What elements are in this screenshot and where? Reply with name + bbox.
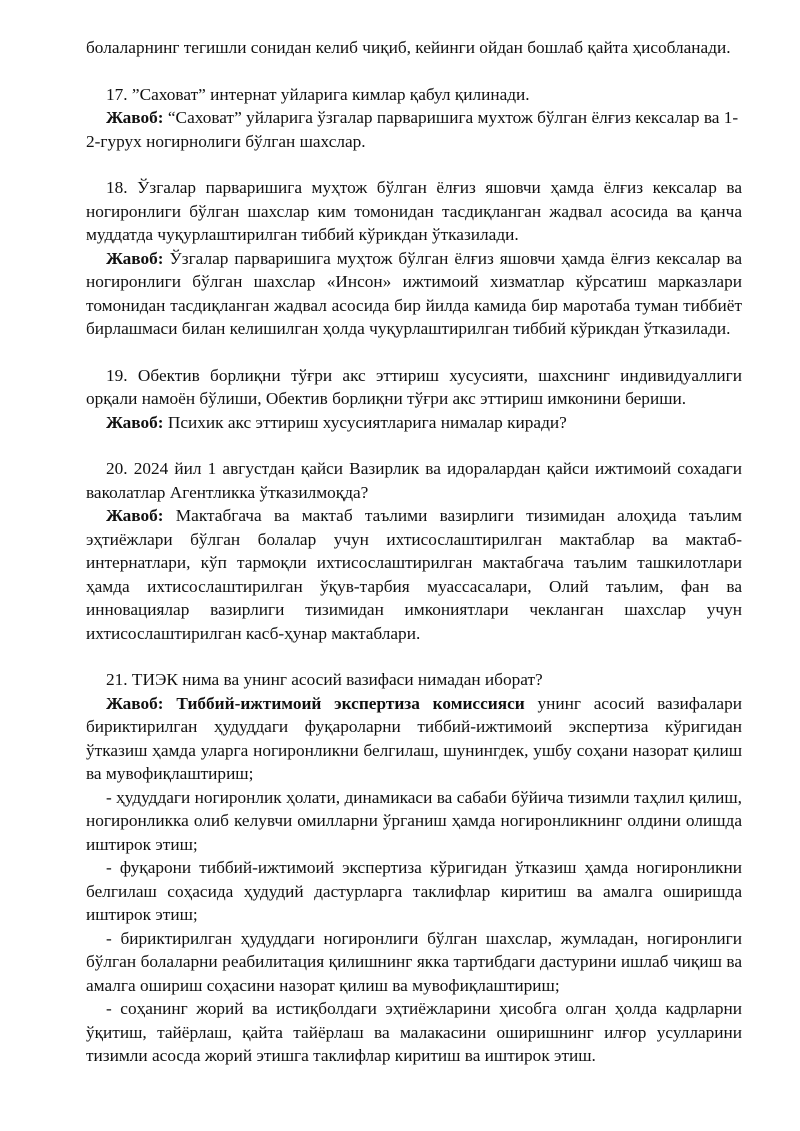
bullet-item: - бириктирилган ҳудуддаги ногиронлиги бўлган шахслар, жумладан, ногиронлиги бўлган болаларни реабилитация қилишнинг якка тартибдаги дастурини ишлаб чиқиш ва амалга ошириш соҳасини назорат қилиш ва мувофиқлаштириш; [86, 928, 742, 995]
question-17: 17. ”Саховат” интернат уйларига кимлар қабул қилинади. [106, 84, 530, 104]
answer-bold-term: Тиббий-ижтимоий экспертиза комиссияси [163, 693, 525, 713]
answer-text: Мактабгача ва мактаб таълими вазирлиги тизимидан алоҳида таълим эҳтиёжлари бўлган болалар учун ихтисослаштирилган мактаблар ва мактаб-интернатлари, кўп тармоқли ихтисослаштирилган мактабгача таълим ташкилотлари ҳамда ихтисослаштирилган ўқув-тарбия муассасалари, Олий таълим, фан ва инновациялар вазирлиги тизимидан имкониятлари чекланган шахслар учун ихтисослаштирилган касб-ҳунар мактаблари. [86, 506, 742, 643]
answer-label: Жавоб: [106, 506, 164, 525]
bullet-item: - фуқарони тиббий-ижтимоий экспертиза кўригидан ўтказиш ҳамда ногиронликни белгилаш соҳасида ҳудудий дастурларга таклифлар киритиш ва амалга оширишда иштирок этиш; [86, 858, 742, 924]
answer-text: Психик акс эттириш хусусиятларига нималар киради? [163, 412, 567, 432]
question-20: 20. 2024 йил 1 августдан қайси Вазирлик ва идоралардан қайси ижтимоий сохадаги ваколатлар Агентликка ўтказилмоқда? [86, 459, 742, 502]
answer-label: Жавоб: [106, 412, 164, 432]
answer-19 [86, 411, 742, 435]
answer-text: унинг асосий вазифалари бириктирилган ҳудуддаги фуқароларни тиббий-ижтимоий экспертиза кўригидан ўтказиш ҳамда уларга ногиронликни белгилаш, шунингдек, ушбу соҳани назорат қилиш ва мувофиқлаштириш; [86, 693, 742, 783]
question-21: 21. ТИЭК нима ва унинг асосий вазифаси нимадан иборат? [106, 670, 543, 689]
answer-20 [86, 504, 742, 645]
answer-text: “Саховат” уйларига ўзгалар парваришига мухтож бўлган ёлғиз кексалар ва 1-2-гурух ногирнолиги бўлган шахслар. [86, 108, 739, 151]
answer-label: Жавоб: [106, 248, 164, 268]
answer-21 [86, 692, 742, 786]
answer-17 [86, 106, 742, 153]
paragraph-continuation: болаларнинг тегишли сонидан келиб чиқиб, кейинги ойдан бошлаб қайта ҳисобланади. [86, 38, 731, 57]
bullet-item: - ҳудуддаги ногиронлик ҳолати, динамикаси ва сабаби бўйича тизимли таҳлил қилиш, ногиронликка олиб келувчи омилларни ўрганиш ҳамда ногиронликнинг олдини олишда иштирок этиш; [86, 787, 742, 854]
answer-text: Ўзгалар парваришига муҳтож бўлган ёлғиз яшовчи ҳамда ёлғиз кексалар ва ногиронлиги бўлган шахслар «Инсон» ижтимоий хизматлар кўрсатиш марказлари томонидан тасдиқланган жадвал асосида бир йилда камида бир маротаба туман тиббиёт бирлашмаси билан келишилган ҳолда чуқурлаштирилган тиббий кўрикдан ўтказилади. [86, 248, 742, 338]
question-19: 19. Обектив борлиқни тўғри акс эттириш хусусияти, шахснинг индивидуаллиги орқали намоён бўлиши, Обектив борлиқни тўғри акс эттириш имконини бериши. [86, 365, 742, 408]
answer-18 [86, 247, 742, 341]
answer-label: Жавоб: [106, 108, 164, 127]
answer-label: Жавоб: [106, 693, 164, 713]
question-18: 18. Ўзгалар парваришига муҳтож бўлган ёлғиз яшовчи ҳамда ёлғиз кексалар ва ногиронлиги бўлган шахслар ким томонидан тасдиқланган жадвал асосида ва қанча муддатда чуқурлаштирилган тиббий кўрикдан ўтказилади. [86, 178, 742, 244]
document-page [86, 36, 742, 1068]
bullet-item: - соҳанинг жорий ва истиқболдаги эҳтиёжларини ҳисобга олган ҳолда кадрларни ўқитиш, тайёрлаш, қайта тайёрлаш ва малакасини оширишнинг илғор усулларини тизимли асосда жорий этишга таклифлар киритиш ва иштирок этиш. [86, 999, 742, 1065]
